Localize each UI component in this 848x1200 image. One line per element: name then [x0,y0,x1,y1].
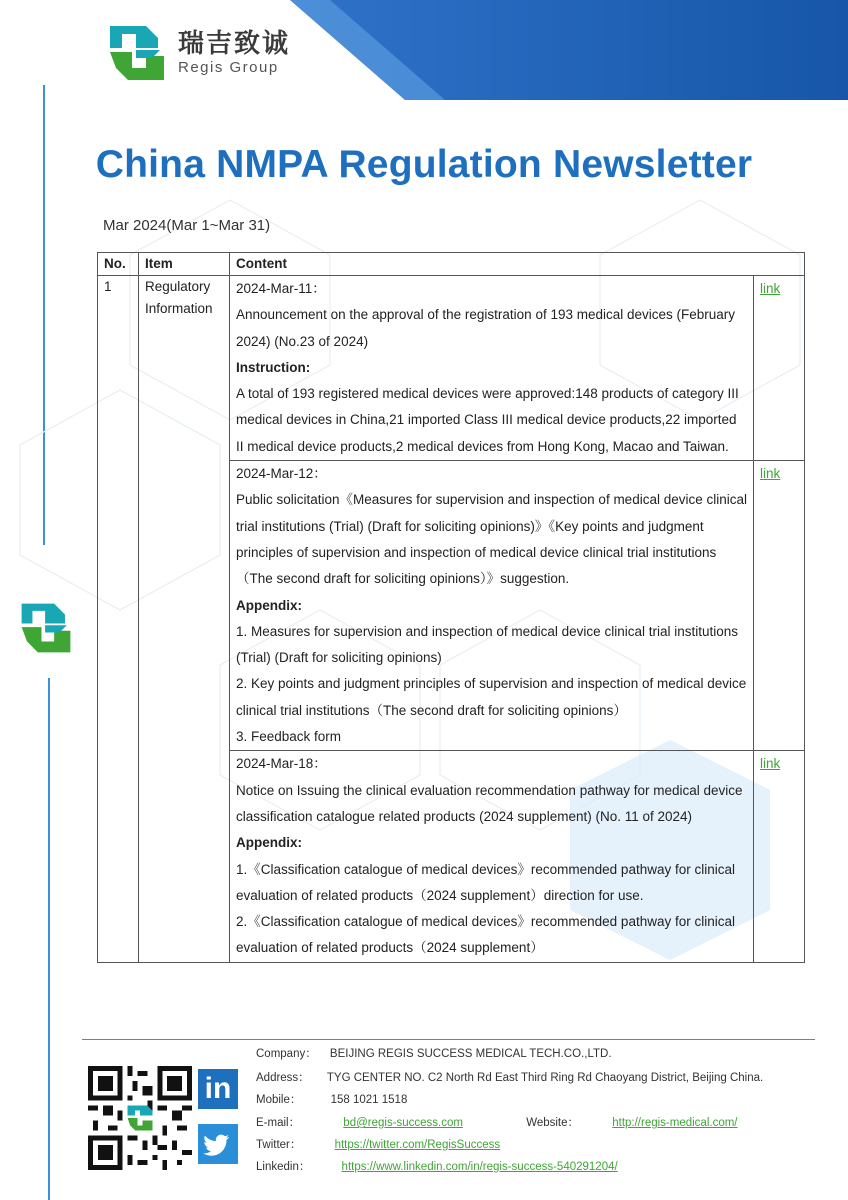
entry-link-cell [754,276,805,461]
entry-link[interactable]: link [760,466,781,482]
linkedin-link[interactable]: https://www.linkedin.com/in/regis-success-540291204/ [341,1161,618,1173]
email-label: E-mail： [256,1117,301,1129]
twitter-icon[interactable] [198,1124,238,1164]
entry-text: 1. Measures for supervision and inspection of medical device clinical trial institutions (Trial) (Draft for soliciting opinions) [236,623,738,666]
logo-chinese-name: 瑞吉致诚 [178,29,291,59]
table-header-row [98,253,805,276]
website-link[interactable]: http://regis-medical.com/ [612,1117,738,1129]
entry-text: 2.《Classification catalogue of medical devices》recommended pathway for clinical evaluation of related products（2024 supplement） [236,914,735,956]
company-name: BEIJING REGIS SUCCESS MEDICAL TECH.CO.,LTD. [329,1048,612,1060]
table-row [98,276,805,461]
entry-date: 2024-Mar-12： [236,466,327,482]
address-value: TYG CENTER NO. C2 North Rd East Third Ring Rd Chaoyang District, Beijing China. [326,1072,764,1084]
twitter-link[interactable]: https://twitter.com/RegisSuccess [334,1139,501,1151]
linkedin-label: Linkedin： [256,1161,311,1173]
mobile-value: 158 1021 1518 [330,1094,408,1106]
entry-text: 2. Key points and judgment principles of supervision and inspection of medical device clinical trial institutions（The second draft for soliciting opinions） [236,676,747,718]
entry-text: 3. Feedback form [236,729,342,745]
entry-subheading: Appendix: [236,835,302,851]
entry-content [230,276,754,461]
email-link[interactable]: bd@regis-success.com [343,1117,463,1129]
twitter-label: Twitter： [256,1139,302,1151]
entry-link[interactable]: link [760,281,781,296]
website-label: Website： [526,1117,580,1129]
entry-content [230,751,754,962]
footer-divider [82,1039,815,1040]
entry-text: Public solicitation《Measures for supervision and inspection of medical device clinical trial institutions (Trial) (Draft for soliciting opinions)》《Key points and judgment principles of supervision and inspection of medical device clinical trial institutions（The second draft for soliciting opinions）》suggestion. [236,492,747,587]
entry-text: Announcement on the approval of the registration of 193 medical devices (February 2024) (No.23 of 2024) [236,307,736,349]
entry-text: 1.《Classification catalogue of medical devices》recommended pathway for clinical evaluation of related products（2024 supplement）direction for use. [236,861,735,903]
entry-text: Notice on Issuing the clinical evaluation recommendation pathway for medical device classification catalogue related products (2024 supplement) (No. 11 of 2024) [236,782,743,824]
regulation-table [97,252,805,963]
entry-date: 2024-Mar-18： [236,756,327,772]
page-title: China NMPA Regulation Newsletter [95,143,753,186]
entry-subheading: Instruction: [236,359,311,375]
row-number: 1 [98,276,139,963]
entry-date: 2024-Mar-11： [236,281,326,296]
entry-content [230,461,754,751]
entry-link[interactable]: link [760,756,781,772]
entry-text: A total of 193 registered medical devices were approved:148 products of category III medical devices in China,21 imported Class III medical device products,22 imported II medical device products,2 medical devices from Hong Kong, Macao and Taiwan. [236,386,739,454]
mobile-label: Mobile： [256,1094,302,1106]
address-label: Address： [256,1072,310,1084]
column-header-item: Item [139,253,230,276]
newsletter-period: Mar 2024(Mar 1~Mar 31) [103,217,271,234]
company-label: Company： [256,1048,317,1060]
column-header-no: No. [98,253,139,276]
entry-subheading: Appendix: [236,597,302,613]
entry-link-cell [754,751,805,962]
entry-link-cell [754,461,805,751]
column-header-content: Content [230,253,805,276]
qr-code-icon[interactable] [88,1066,192,1170]
row-item: Regulatory Information [139,276,230,963]
logo-english-name: Regis Group [178,59,279,76]
company-logo [106,22,290,84]
linkedin-icon[interactable]: in [198,1069,238,1109]
regis-logo-icon [106,22,168,84]
